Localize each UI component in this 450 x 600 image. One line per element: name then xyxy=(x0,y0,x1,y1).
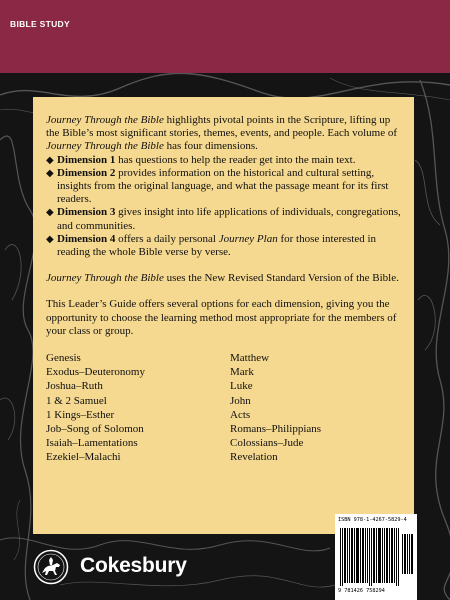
new-testament-column xyxy=(230,351,321,465)
intro-paragraph xyxy=(46,114,402,154)
book-title: Genesis xyxy=(46,352,81,365)
leaders-guide-note: This Leader’s Guide offers several options for each dimension, giving you the opportunity to choose the learning method most appropriate for the members of your class or group. xyxy=(46,298,397,337)
book-title: Exodus–Deuteronomy xyxy=(46,366,145,379)
dimension-text: has questions to help the reader get into the main text. xyxy=(115,153,356,166)
barcode-bars xyxy=(338,525,414,587)
version-note xyxy=(46,272,402,285)
old-testament-column xyxy=(46,351,230,465)
book-title: Job–Song of Solomon xyxy=(46,423,144,436)
rider-seal-icon xyxy=(33,549,69,585)
dimension-text: for those interested in reading the whole Bible verse by verse. xyxy=(57,232,377,259)
diamond-bullet-icon: ◆ xyxy=(46,233,54,245)
series-title: Journey Through the Bible xyxy=(46,272,164,285)
dimension-item xyxy=(46,167,402,207)
dimension-name: Dimension 2 xyxy=(57,166,116,179)
dimension-item xyxy=(46,233,402,259)
title-band xyxy=(0,0,450,73)
dimension-name: Dimension 4 xyxy=(57,232,116,245)
book-title: 1 & 2 Samuel xyxy=(46,394,107,407)
series-title: Journey Through the Bible xyxy=(46,114,164,126)
book-title: Joshua–Ruth xyxy=(46,380,103,393)
dimension-text: offers a daily personal xyxy=(115,232,219,245)
book-title: Romans–Philippians xyxy=(230,423,322,436)
description-panel xyxy=(33,97,414,534)
dimension-text: gives insight into life applications of individuals, congregations, and communities. xyxy=(57,206,401,232)
series-category-label: BIBLE STUDY xyxy=(10,19,70,29)
isbn-barcode xyxy=(335,514,417,600)
book-title: Matthew xyxy=(230,352,270,365)
diamond-bullet-icon: ◆ xyxy=(46,207,54,219)
dimension-item xyxy=(46,154,402,167)
series-title: Journey Through the Bible xyxy=(46,140,164,153)
dimension-name: Dimension 3 xyxy=(57,206,116,219)
book-title: 1 Kings–Esther xyxy=(46,408,115,421)
barcode-number: 9 781426 758294 xyxy=(338,588,385,594)
dimension-list xyxy=(46,154,402,260)
intro-text: has four dimensions. xyxy=(163,140,258,153)
diamond-bullet-icon: ◆ xyxy=(46,167,54,179)
intro-text: highlights pivotal points in the Scripture, lifting up the Bible’s most significant stories, themes, events, and people. Each volume of xyxy=(46,114,398,140)
book-title: Isaiah–Lamentations xyxy=(46,437,138,450)
book-title: Luke xyxy=(230,380,253,393)
dimension-name: Dimension 1 xyxy=(57,153,116,166)
dimension-item xyxy=(46,206,402,232)
book-list xyxy=(46,351,402,465)
book-title: Revelation xyxy=(230,451,278,464)
dimension-text: provides information on the historical and cultural setting, insights from the original language, and what the passage meant for its first readers. xyxy=(57,166,389,206)
diamond-bullet-icon: ◆ xyxy=(46,154,54,166)
book-title: Colossians–Jude xyxy=(230,437,304,450)
isbn-number: ISBN 978-1-4267-5829-4 xyxy=(338,517,407,523)
version-note-text: uses the New Revised Standard Version of the Bible. xyxy=(163,272,399,285)
book-title: John xyxy=(230,394,251,407)
journey-plan-title: Journey Plan xyxy=(218,232,278,245)
book-title: Ezekiel–Malachi xyxy=(46,451,121,464)
publisher-logo: Cokesbury xyxy=(80,554,187,577)
book-title: Mark xyxy=(230,366,254,379)
book-title: Acts xyxy=(230,408,251,421)
